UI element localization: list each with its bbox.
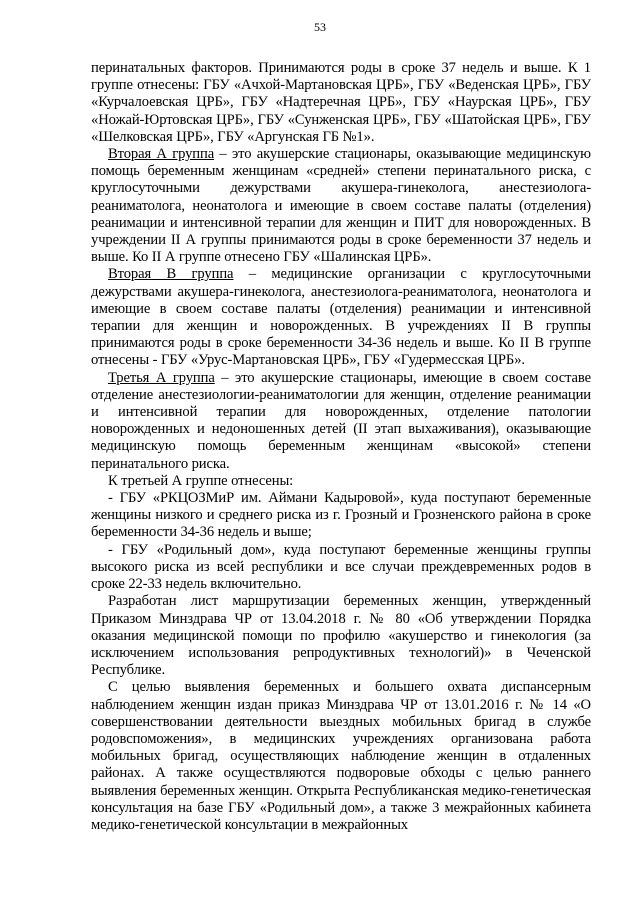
list-item-maternity-hospital xyxy=(91,542,591,594)
paragraph-text: – это акушерские стационары, оказывающие медицинскую помощь беременным женщинам «средней» степени перинатального риска, с круглосуточными дежурствами акушера-гинеколога, анестезиолога-реаниматолога, неонатолога и имеющие в своем составе палаты (отделения) реанимации и интенсивной терапии для женщин и ПИТ для новорожденных. В учреждении II А группы принимаются роды в сроке беременности 37 недель и выше. Ко II А группе отнесено ГБУ «Шалинская ЦРБ». xyxy=(91,146,591,266)
paragraph-lead: Третья А группа xyxy=(108,369,215,386)
page-number: 53 xyxy=(314,20,326,34)
paragraph-mobile-teams xyxy=(91,679,591,834)
paragraph-text: перинатальных факторов. Принимаются роды в сроке 37 недель и выше. К 1 группе отнесены: ГБУ «Ачхой-Мартановская ЦРБ», ГБУ «Веденская ЦРБ», ГБУ «Курчалоевская ЦРБ», ГБУ «Надтеречная ЦРБ», ГБУ «Наурская ЦРБ», ГБУ «Ножай-Юртовская ЦРБ», ГБУ «Сунженская ЦРБ», ГБУ «Шатойская ЦРБ», ГБУ «Шелковская ЦРБ», ГБУ «Аргунская ГБ №1». xyxy=(91,60,591,145)
paragraph-lead: Вторая В группа xyxy=(108,266,234,283)
paragraph-text: – это акушерские стационары, имеющие в своем составе отделение анестезиологии-реаниматологии для женщин, отделение реанимации и интенсивной терапии для новорожденных, отделение патологии новорожденных и недоношенных детей (II этап выхаживания), оказывающие медицинскую помощь беременным женщинам «высокой» степени перинатального риска. xyxy=(91,369,591,472)
paragraph-group-2a xyxy=(91,146,591,266)
paragraph-text: - ГБУ «РКЦОЗМиР им. Аймани Кадыровой», куда поступают беременные женщины низкого и среднего риска из г. Грозный и Грозненского района в сроке беременности 34-36 недель и выше; xyxy=(91,490,591,541)
paragraph-text: К третьей А группе отнесены: xyxy=(108,472,294,489)
paragraph-group-2b xyxy=(91,266,591,369)
paragraph-routing-sheet xyxy=(91,593,591,679)
list-item-rkcozmir xyxy=(91,490,591,542)
paragraph-text: С целью выявления беременных и большего охвата диспансерным наблюдением женщин издан приказ Минздрава ЧР от 13.01.2016 г. № 14 «О совершенствовании деятельности выездных мобильных бригад в службе родовспоможения», в медицинских учреждениях организована работа мобильных бригад, осуществляющих наблюдение женщин в отдаленных районах. А также осуществляются подворовые обходы с целью раннего выявления беременных женщин. Открыта Республиканская медико-генетическая консультация на базе ГБУ «Родильный дом», а также 3 межрайонных кабинета медико-генетической консультации в межрайонных xyxy=(91,679,591,833)
paragraph-group-1 xyxy=(91,60,591,146)
paragraph-text: – медицинские организации с круглосуточными дежурствами акушера-гинеколога, анестезиолога-реаниматолога, неонатолога и имеющие в своем составе палаты (отделения) реанимации и интенсивной терапии для женщин и новорожденных. В учреждениях II В группы принимаются роды в сроке беременности 34-36 недель и выше. Ко II В группе отнесены - ГБУ «Урус-Мартановская ЦРБ», ГБУ «Гудермесская ЦРБ». xyxy=(91,266,591,369)
document-body xyxy=(91,60,591,834)
paragraph-group-3a xyxy=(91,370,591,473)
paragraph-text: Разработан лист маршрутизации беременных женщин, утвержденный Приказом Минздрава ЧР от 13.04.2018 г. № 80 «Об утверждении Порядка оказания медицинской помощи по профилю «акушерство и гинекология (за исключением использования репродуктивных технологий)» в Чеченской Республике. xyxy=(91,593,591,679)
paragraph-text: - ГБУ «Родильный дом», куда поступают беременные женщины группы высокого риска из всей республики и все случаи преждевременных родов в сроке 22-33 недель включительно. xyxy=(91,541,591,593)
paragraph-lead: Вторая А группа xyxy=(108,146,215,163)
paragraph-group-3a-intro xyxy=(91,473,591,490)
